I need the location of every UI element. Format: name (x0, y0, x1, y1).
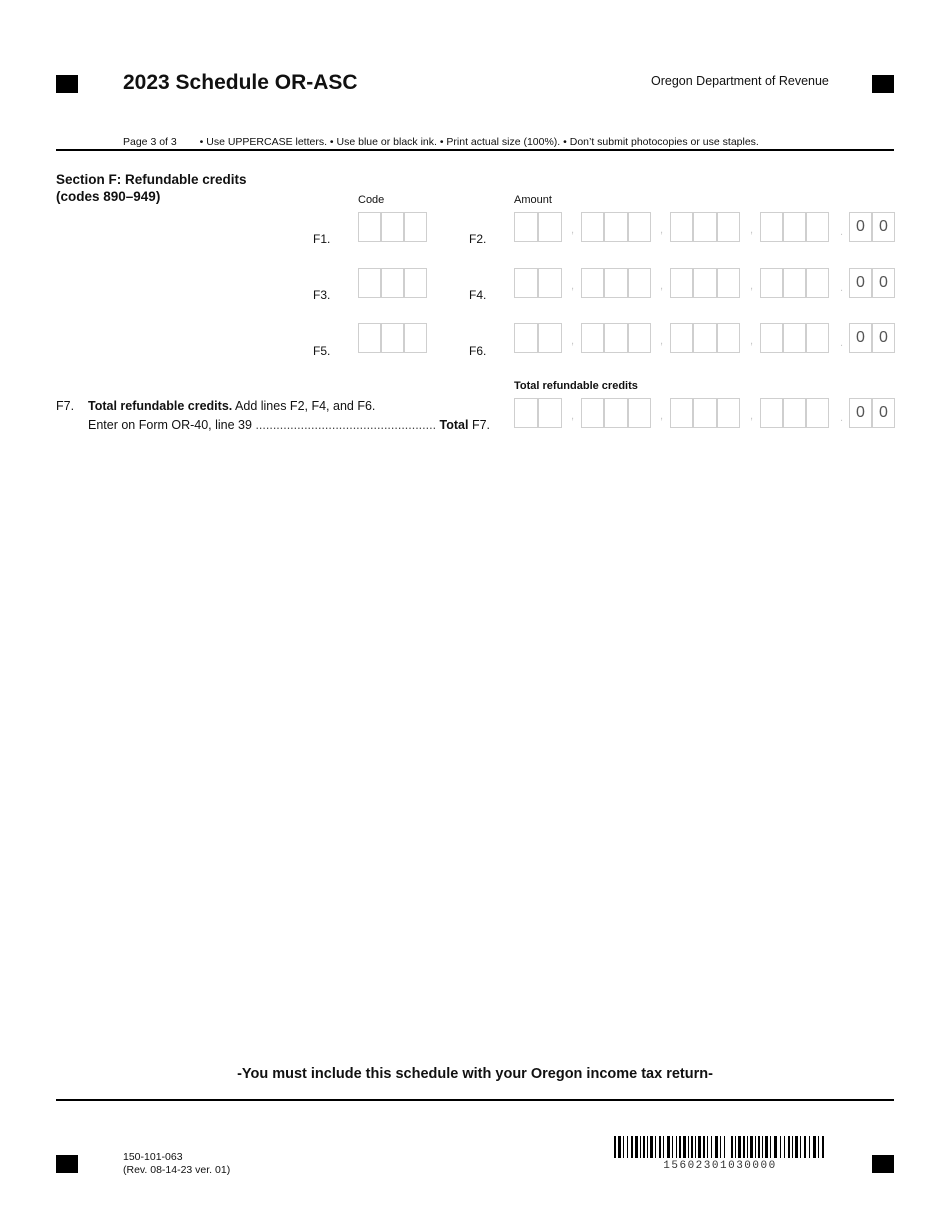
form-info (123, 1151, 230, 1177)
include-notice: -You must include this schedule with your Oregon income tax return- (237, 1066, 713, 1082)
comma-separator: , (750, 224, 754, 236)
instructions-text: • Use UPPERCASE letters. • Use blue or black ink. • Print actual size (100%). • Don’t submit photocopies or use staples. (199, 136, 759, 148)
amount-input-f4-thousands[interactable] (581, 268, 651, 298)
section-title-line2: (codes 890–949) (56, 189, 161, 204)
comma-separator: , (660, 410, 664, 422)
comma-separator: , (750, 410, 754, 422)
amount-input-f4-cents[interactable]: 0 0 (849, 268, 895, 298)
comma-separator: , (750, 280, 754, 292)
decimal-point: . (840, 282, 844, 294)
page-number: Page 3 of 3 (123, 136, 177, 148)
code-input-f5[interactable] (358, 323, 427, 353)
comma-separator: , (571, 280, 575, 292)
section-title (56, 171, 247, 205)
amount-input-f6-millions[interactable] (514, 323, 562, 353)
total-input-hundreds[interactable] (670, 398, 740, 428)
amount-input-f2-thousands[interactable] (581, 212, 651, 242)
comma-separator: , (660, 335, 664, 347)
code-input-f3[interactable] (358, 268, 427, 298)
amount-input-f6-thousands[interactable] (581, 323, 651, 353)
total-input-millions[interactable] (514, 398, 562, 428)
amount-input-f2-millions[interactable] (514, 212, 562, 242)
form-revision: (Rev. 08-14-23 ver. 01) (123, 1164, 231, 1176)
line-label-f5: F5. (313, 344, 331, 358)
barcode-number: 15602301030000 (663, 1160, 777, 1172)
department-name: Oregon Department of Revenue (651, 74, 829, 88)
comma-separator: , (571, 224, 575, 236)
comma-separator: , (660, 280, 664, 292)
form-number: 150-101-063 (123, 1151, 183, 1163)
amount-column-header: Amount (514, 194, 552, 206)
registration-mark (56, 1155, 78, 1173)
decimal-point: . (840, 412, 844, 424)
total-word: Total (439, 418, 469, 432)
leader-dots: .................................................... (255, 418, 437, 432)
total-line-ref: F7. (468, 418, 491, 432)
total-description-bold: Total refundable credits. (88, 399, 233, 413)
amount-input-f4-ones[interactable] (760, 268, 829, 298)
comma-separator: , (750, 335, 754, 347)
amount-input-f2-hundreds[interactable] (670, 212, 740, 242)
total-input-cents[interactable]: 0 0 (849, 398, 895, 428)
registration-mark (872, 75, 894, 93)
total-input-thousands[interactable] (581, 398, 651, 428)
line-number-f7: F7. (56, 399, 75, 413)
amount-input-f6-cents[interactable]: 0 0 (849, 323, 895, 353)
total-line-f7 (56, 397, 496, 437)
line-label-f1: F1. (313, 232, 331, 246)
code-input-f1[interactable] (358, 212, 427, 242)
barcode (614, 1136, 826, 1158)
amount-input-f2-cents[interactable]: 0 0 (849, 212, 895, 242)
line-label-f6: F6. (469, 344, 487, 358)
line-label-f4: F4. (469, 288, 487, 302)
comma-separator: , (571, 335, 575, 347)
amount-input-f6-ones[interactable] (760, 323, 829, 353)
amount-input-f4-millions[interactable] (514, 268, 562, 298)
line-label-f3: F3. (313, 288, 331, 302)
amount-input-f4-hundreds[interactable] (670, 268, 740, 298)
comma-separator: , (571, 410, 575, 422)
amount-input-f6-hundreds[interactable] (670, 323, 740, 353)
code-column-header: Code (358, 194, 385, 206)
registration-mark (56, 75, 78, 93)
registration-mark (872, 1155, 894, 1173)
header-divider (56, 149, 894, 151)
total-description (88, 397, 490, 435)
decimal-point: . (840, 226, 844, 238)
total-description-text: Add lines F2, F4, and F6. (232, 399, 376, 413)
decimal-point: . (840, 337, 844, 349)
section-title-line1: Section F: Refundable credits (56, 172, 247, 187)
comma-separator: , (660, 224, 664, 236)
total-instruction: Enter on Form OR-40, line 39 (88, 418, 252, 432)
instructions-bar (123, 136, 759, 148)
amount-input-f2-ones[interactable] (760, 212, 829, 242)
total-box-label: Total refundable credits (514, 380, 638, 392)
line-label-f2: F2. (469, 232, 487, 246)
total-input-ones[interactable] (760, 398, 829, 428)
form-title: 2023 Schedule OR-ASC (123, 71, 358, 94)
footer-divider (56, 1099, 894, 1101)
